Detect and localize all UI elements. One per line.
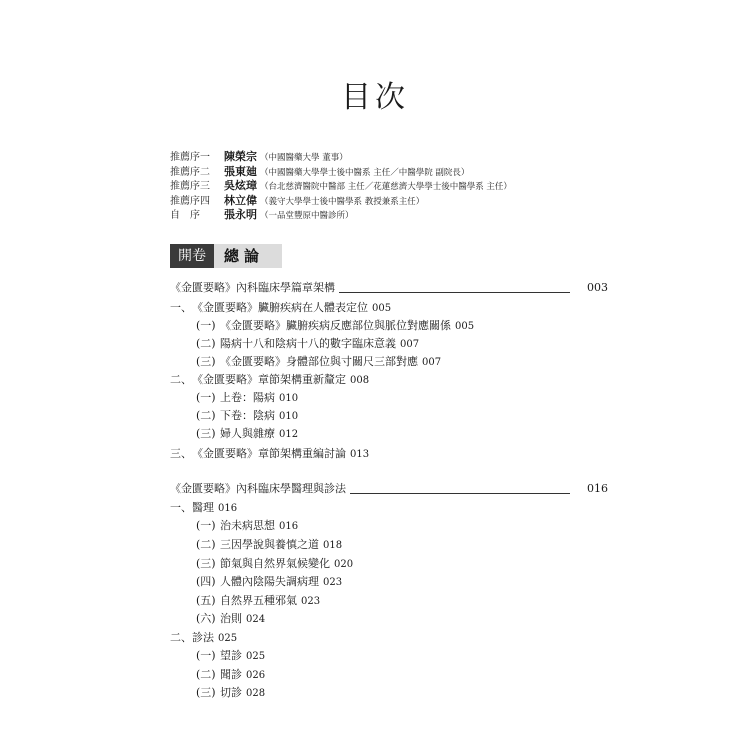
subsection-number: (一) [196, 519, 216, 532]
page-number: 010 [279, 411, 299, 422]
subsection-title: 自然界五種邪氣 [220, 594, 297, 607]
section-title: 醫理 [192, 501, 214, 514]
chapter-entry[interactable] [170, 481, 610, 497]
subsection-number: (二) [196, 668, 216, 681]
section-number: 三、 [170, 447, 192, 460]
subsection-number: (三) [196, 355, 216, 368]
preface-affiliation: （中國醫藥大學 董事） [260, 153, 348, 163]
preface-entry[interactable] [170, 194, 512, 209]
section-number: 一、 [170, 501, 192, 514]
subsection-title: 《金匱要略》臟腑疾病反應部位與脈位對應關係 [220, 319, 451, 332]
section-title: 《金匱要略》章節架構重新釐定 [192, 373, 346, 386]
page-number: 025 [218, 633, 238, 644]
preface-entry[interactable] [170, 165, 512, 180]
preface-affiliation: （一品堂豐原中醫診所） [260, 211, 354, 221]
leader-line [339, 292, 570, 293]
subsection-number: (一) [196, 319, 216, 332]
toc-subsection[interactable] [196, 556, 353, 572]
subsection-number: (四) [196, 575, 216, 588]
subsection-title: 三因學說與養慎之道 [220, 538, 319, 551]
page-number: 016 [218, 503, 238, 514]
page-title: 目次 [341, 80, 409, 115]
chapter-page-number: 016 [587, 482, 608, 495]
subsection-number: (三) [196, 557, 216, 570]
page-number: 025 [246, 651, 266, 662]
preface-entry[interactable] [170, 150, 512, 165]
page-number: 005 [455, 321, 475, 332]
section-title: 《金匱要略》章節架構重編討論 [192, 447, 346, 460]
subsection-title: 《金匱要略》身體部位與寸關尺三部對應 [220, 355, 418, 368]
preface-role: 推薦序二 [170, 166, 210, 178]
subsection-title: 切診 [220, 686, 242, 699]
subsection-number: (三) [196, 427, 216, 440]
section-title: 《金匱要略》臟腑疾病在人體表定位 [192, 301, 368, 314]
toc-subsection[interactable] [196, 390, 298, 406]
preface-author: 林立偉 [224, 193, 257, 207]
subsection-title: 治則 [220, 612, 242, 625]
toc-subsection[interactable] [196, 354, 441, 370]
subsection-number: (一) [196, 649, 216, 662]
toc-subsection[interactable] [196, 318, 474, 334]
toc-subsection[interactable] [196, 518, 298, 534]
page-number: 018 [323, 540, 343, 551]
page-number: 024 [246, 614, 266, 625]
subsection-number: (一) [196, 391, 216, 404]
preface-entry[interactable] [170, 208, 512, 223]
toc-subsection[interactable] [196, 611, 265, 627]
preface-entry[interactable] [170, 179, 512, 194]
page-number: 013 [350, 449, 370, 460]
leader-line [350, 493, 570, 494]
part-tag: 開卷 [170, 244, 214, 268]
subsection-title: 人體內陰陽失調病理 [220, 575, 319, 588]
toc-section[interactable] [170, 630, 237, 646]
subsection-number: (六) [196, 612, 216, 625]
section-title: 診法 [192, 631, 214, 644]
subsection-title: 節氣與自然界氣候變化 [220, 557, 330, 570]
chapter-entry[interactable] [170, 280, 610, 296]
part-name: 總論 [214, 244, 282, 268]
preface-author: 張東廸 [224, 164, 257, 178]
preface-list [170, 150, 512, 223]
subsection-title: 婦人與雜療 [220, 427, 275, 440]
preface-author: 吳炫璋 [224, 179, 257, 192]
toc-subsection[interactable] [196, 593, 320, 609]
toc-section[interactable] [170, 446, 369, 462]
section-number: 一、 [170, 301, 192, 314]
subsection-title: 聞診 [220, 668, 242, 681]
page-number: 005 [372, 303, 392, 314]
toc-subsection[interactable] [196, 574, 342, 590]
subsection-number: (五) [196, 594, 216, 607]
toc-section[interactable] [170, 300, 391, 316]
page-number: 010 [279, 393, 299, 404]
subsection-number: (二) [196, 538, 216, 551]
chapter-title: 《金匱要略》內科臨床學篇章架構 [170, 281, 335, 294]
page-number: 023 [323, 577, 343, 588]
part-heading [170, 244, 282, 268]
chapter-page-number: 003 [587, 281, 608, 294]
preface-affiliation: （義守大學學士後中醫學系 教授兼系主任） [260, 196, 425, 207]
preface-affiliation: （台北慈濟醫院中醫部 主任／花蓮慈濟大學學士後中醫學系 主任） [260, 182, 512, 192]
subsection-title: 望診 [220, 649, 242, 662]
toc-subsection[interactable] [196, 667, 265, 683]
subsection-number: (三) [196, 686, 216, 699]
page-number: 020 [334, 559, 354, 570]
preface-role: 自 序 [170, 210, 200, 221]
subsection-title: 上卷：陽病 [220, 391, 275, 404]
preface-role: 推薦序三 [170, 181, 210, 192]
toc-subsection[interactable] [196, 408, 298, 424]
subsection-title: 治未病思想 [220, 519, 275, 532]
subsection-title: 陽病十八和陰病十八的數字臨床意義 [220, 337, 396, 350]
toc-section[interactable] [170, 500, 237, 516]
page-number: 026 [246, 670, 266, 681]
subsection-number: (二) [196, 337, 216, 350]
toc-subsection[interactable] [196, 537, 342, 553]
page-number: 012 [279, 429, 299, 440]
page-number: 007 [422, 357, 442, 368]
toc-subsection[interactable] [196, 336, 419, 352]
section-number: 二、 [170, 631, 192, 644]
chapter-title: 《金匱要略》內科臨床學醫理與診法 [170, 482, 346, 495]
page-number: 028 [246, 688, 266, 699]
page-number: 008 [350, 375, 370, 386]
toc-subsection[interactable] [196, 648, 265, 664]
subsection-title: 下卷：陰病 [220, 409, 275, 422]
page-number: 016 [279, 521, 299, 532]
page-number: 007 [400, 339, 420, 350]
section-number: 二、 [170, 373, 192, 386]
preface-role: 推薦序四 [170, 195, 210, 207]
page-number: 023 [301, 596, 321, 607]
preface-role: 推薦序一 [170, 152, 210, 163]
toc-subsection[interactable] [196, 426, 298, 442]
toc-section[interactable] [170, 372, 369, 388]
subsection-number: (二) [196, 409, 216, 422]
toc-subsection[interactable] [196, 685, 265, 701]
preface-author: 陳榮宗 [224, 150, 257, 163]
preface-affiliation: （中國醫藥大學學士後中醫系 主任／中醫學院 副院長） [260, 167, 470, 178]
preface-author: 張永明 [224, 208, 257, 221]
